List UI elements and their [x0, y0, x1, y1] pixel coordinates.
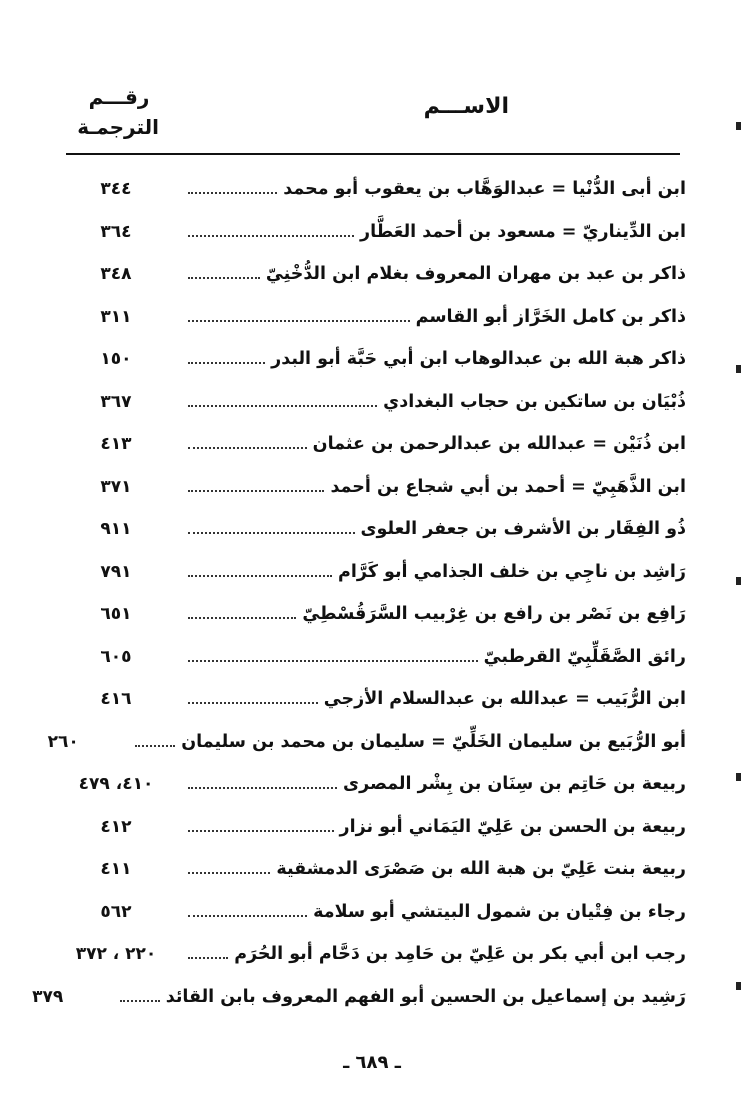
dot-leader [188, 490, 324, 492]
entry-number: ٦٠٥ [100, 646, 132, 667]
entry-name: ابن الدِّيناريّ = مسعود بن أحمد العَطَّار [360, 221, 686, 242]
index-entry [66, 678, 686, 721]
margin-mark [736, 365, 741, 373]
margin-mark [736, 773, 741, 781]
entry-name: رائق الصَّقَلِّبِيّ القرطبيّ [483, 646, 686, 667]
number-column-label-line2: الترجمـة [77, 115, 159, 139]
table-header [62, 82, 684, 150]
entry-name: ابن أبى الدُّنْيا = عبدالوَهَّاب بن يعقوب أبو محمد [283, 179, 686, 200]
dot-leader [188, 277, 260, 279]
margin-mark [736, 982, 741, 990]
index-entry [66, 806, 686, 849]
dot-leader [188, 320, 410, 322]
entry-number: ٣٤٨ [100, 264, 132, 285]
entry-number: ٤١١ [100, 859, 132, 880]
index-entry [47, 721, 686, 764]
page-number: ـ ٦٨٩ ـ [343, 1052, 401, 1073]
dot-leader [188, 447, 307, 449]
entry-number: ٤١٢ [100, 816, 132, 837]
entry-name: ربيعة بنت عَلِيّ بن هبة الله بن صَصْرَى الدمشقية [276, 859, 686, 880]
index-entry [66, 296, 686, 339]
dot-leader [188, 617, 296, 619]
dot-leader [188, 575, 332, 577]
index-entry [66, 593, 686, 636]
entry-number: ٣٧٩ [32, 986, 64, 1007]
entry-number: ١٥٠ [100, 349, 132, 370]
index-entry [66, 168, 686, 211]
index-entry [66, 466, 686, 509]
entry-name: ابن ذُنَيْن = عبدالله بن عبدالرحمن بن عثمان [312, 434, 686, 455]
index-entry [66, 848, 686, 891]
dot-leader [188, 702, 318, 704]
entry-name: رَافِع بن نَصْر بن رافع بن غِرْبيب السَّرَقُسْطِيّ [302, 604, 686, 625]
entry-number: ٣٧١ [100, 476, 132, 497]
index-entry [32, 976, 686, 1019]
index-entry [66, 636, 686, 679]
header-divider [66, 153, 680, 155]
entry-number: ٣١١ [100, 306, 132, 327]
dot-leader [188, 235, 354, 237]
entry-number: ٣٦٧ [100, 391, 132, 412]
entry-name: ذُو الفِقَار بن الأشرف بن جعفر العلوى [360, 519, 686, 540]
dot-leader [188, 957, 228, 959]
name-column-label: الاســـم [423, 94, 509, 119]
entry-name: ابن الرُّبَيب = عبدالله بن عبدالسلام الأزجي [323, 689, 686, 710]
entry-name: ذاكر هبة الله بن عبدالوهاب ابن أبي حَبَّة أبو البدر [271, 349, 686, 370]
entry-number: ٢٦٠ [47, 731, 79, 752]
entry-number: ٣٤٤ [100, 179, 132, 200]
index-entry [66, 253, 686, 296]
dot-leader [120, 1000, 160, 1002]
entry-number: ٤١٦ [100, 689, 132, 710]
index-entry [66, 211, 686, 254]
entry-number: ٢٢٠ ، ٣٧٢ [75, 944, 157, 965]
index-list [32, 168, 686, 1018]
entry-name: ذاكر بن كامل الخَرَّاز أبو القاسم [415, 306, 686, 327]
entry-name: ابن الذَّهَبِيّ = أحمد بن أبي شجاع بن أحمد [330, 476, 686, 497]
entry-number: ٧٩١ [100, 561, 132, 582]
index-entry [66, 381, 686, 424]
entry-name: أبو الرُّبَيع بن سليمان الخَلِّيّ = سليمان بن محمد بن سليمان [181, 731, 686, 752]
index-entry [66, 763, 686, 806]
entry-name: رَشِيد بن إسماعيل بن الحسين أبو الفهم المعروف بابن القائد [165, 986, 686, 1007]
dot-leader [188, 872, 270, 874]
dot-leader [188, 787, 337, 789]
dot-leader [188, 405, 377, 407]
entry-name: ذُبْيَان بن ساتكين بن حجاب البغدادي [383, 391, 686, 412]
entry-name: رَاشِد بن ناجِي بن خلف الجذامي أبو كَرَّام [338, 561, 686, 582]
entry-number: ٥٦٢ [100, 901, 132, 922]
dot-leader [188, 830, 334, 832]
entry-number: ٩١١ [100, 519, 132, 540]
entry-name: ربيعة بن حَاتِم بن سِنَان بن بِشْر المصرى [343, 774, 686, 795]
dot-leader [188, 192, 277, 194]
index-entry [66, 891, 686, 934]
entry-name: رجاء بن فِتْيان بن شمول البيتشي أبو سلامة [313, 901, 686, 922]
dot-leader [135, 745, 175, 747]
dot-leader [188, 915, 307, 917]
entry-name: ربيعة بن الحسن بن عَلِيّ اليَمَاني أبو نزار [339, 816, 686, 837]
entry-number: ٦٥١ [100, 604, 132, 625]
entry-name: ذاكر بن عبد بن مهران المعروف بغلام ابن الدُّخْنِيّ [265, 264, 686, 285]
entry-number: ٤١٣ [100, 434, 132, 455]
entry-number: ٣٦٤ [100, 221, 132, 242]
margin-mark [736, 577, 741, 585]
index-entry [66, 338, 686, 381]
name-column-header [424, 94, 509, 119]
dot-leader [188, 532, 355, 534]
number-column-label-line1: رقـــم [88, 85, 150, 109]
index-entry [66, 551, 686, 594]
index-entry [66, 508, 686, 551]
number-column-header [79, 82, 159, 142]
index-entry [66, 933, 686, 976]
dot-leader [188, 362, 265, 364]
margin-mark [736, 122, 741, 130]
entry-name: رجب ابن أبي بكر بن عَلِيّ بن حَامِد بن دَحَّام أبو الحُرَم [234, 944, 686, 965]
dot-leader [188, 660, 478, 662]
entry-number: ٤١٠، ٤٧٩ [78, 774, 154, 795]
index-entry [66, 423, 686, 466]
